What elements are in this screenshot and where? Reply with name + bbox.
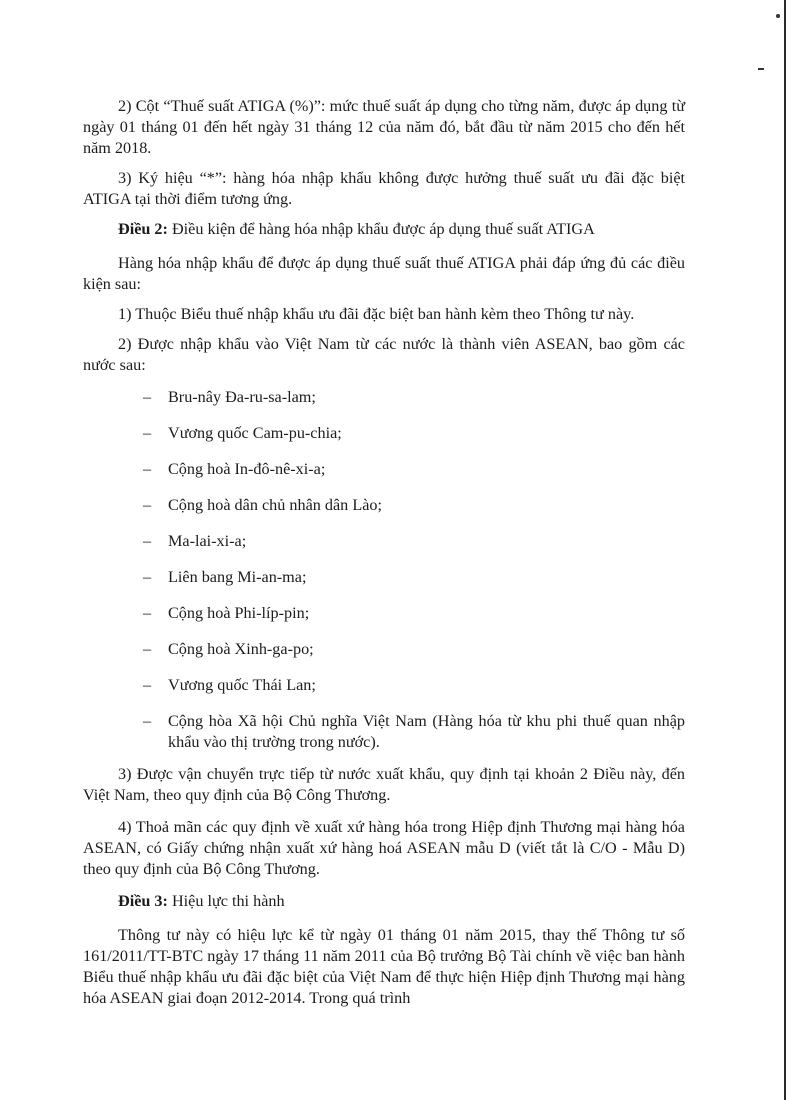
dash-bullet: – xyxy=(143,424,152,442)
article-2-label: Điều 2: xyxy=(118,220,168,238)
list-item xyxy=(83,603,685,624)
paragraph-symbol-note: 3) Ký hiệu “*”: hàng hóa nhập khẩu không được hưởng thuế suất ưu đãi đặc biệt ATIGA tại thời điểm tương ứng. xyxy=(83,169,685,208)
document-body xyxy=(83,96,685,1018)
article-3-heading xyxy=(83,891,685,912)
dash-bullet: – xyxy=(143,568,152,586)
country-name: Cộng hoà Phi-líp-pin; xyxy=(168,604,310,622)
dash-bullet: – xyxy=(143,460,152,478)
country-name: Bru-nây Đa-ru-sa-lam; xyxy=(168,388,316,406)
list-item xyxy=(83,639,685,660)
scan-edge-line xyxy=(784,0,786,1100)
list-item xyxy=(83,495,685,516)
paragraph-column-atiga: 2) Cột “Thuế suất ATIGA (%)”: mức thuế suất áp dụng cho từng năm, được áp dụng từ ngày 01 tháng 01 đến hết ngày 31 tháng 12 của năm đó, bắt đầu từ năm 2015 cho đến hết năm 2018. xyxy=(83,97,685,157)
dash-bullet: – xyxy=(143,640,152,658)
article-2-title: Điều kiện để hàng hóa nhập khẩu được áp dụng thuế suất ATIGA xyxy=(167,220,595,238)
article-2-heading xyxy=(83,219,685,240)
list-item xyxy=(83,423,685,444)
dash-bullet: – xyxy=(143,712,152,730)
country-name: Cộng hoà Xinh-ga-po; xyxy=(168,640,314,658)
list-item xyxy=(83,531,685,552)
country-name: Ma-lai-xi-a; xyxy=(168,532,247,550)
article-2-intro: Hàng hóa nhập khẩu để được áp dụng thuế suất thuế ATIGA phải đáp ứng đủ các điều kiện sau: xyxy=(83,254,685,293)
dash-bullet: – xyxy=(143,604,152,622)
dash-bullet: – xyxy=(143,676,152,694)
country-name: Vương quốc Cam-pu-chia; xyxy=(168,424,342,442)
list-item xyxy=(83,459,685,480)
article-3-title: Hiệu lực thi hành xyxy=(167,892,285,910)
article-3-label: Điều 3: xyxy=(118,892,168,910)
scan-mark xyxy=(776,14,780,18)
article-2-condition-1: 1) Thuộc Biểu thuế nhập khẩu ưu đãi đặc biệt ban hành kèm theo Thông tư này. xyxy=(118,305,635,323)
list-item xyxy=(83,567,685,588)
dash-bullet: – xyxy=(143,388,152,406)
dash-bullet: – xyxy=(143,496,152,514)
country-name: Cộng hòa Xã hội Chủ nghĩa Việt Nam (Hàng hóa từ khu phi thuế quan nhập khẩu vào thị trường trong nước). xyxy=(168,712,685,751)
article-2-condition-2: 2) Được nhập khẩu vào Việt Nam từ các nước là thành viên ASEAN, bao gồm các nước sau: xyxy=(83,335,685,374)
dash-bullet: – xyxy=(143,532,152,550)
article-2-condition-4: 4) Thoả mãn các quy định về xuất xứ hàng hóa trong Hiệp định Thương mại hàng hóa ASEAN, có Giấy chứng nhận xuất xứ hàng hoá ASEAN mẫu D (viết tắt là C/O - Mẫu D) theo quy định của Bộ Công Thương. xyxy=(83,818,685,878)
article-2-condition-3: 3) Được vận chuyển trực tiếp từ nước xuất khẩu, quy định tại khoản 2 Điều này, đến Việt Nam, theo quy định của Bộ Công Thương. xyxy=(83,765,685,804)
country-list xyxy=(83,387,685,753)
country-name: Vương quốc Thái Lan; xyxy=(168,676,316,694)
list-item xyxy=(83,711,685,753)
country-name: Liên bang Mi-an-ma; xyxy=(168,568,307,586)
article-3-body: Thông tư này có hiệu lực kể từ ngày 01 tháng 01 năm 2015, thay thế Thông tư số 161/2011/TT-BTC ngày 17 tháng 11 năm 2011 của Bộ trưởng Bộ Tài chính về việc ban hành Biểu thuế nhập khẩu ưu đãi đặc biệt của Việt Nam để thực hiện Hiệp định Thương mại hàng hóa ASEAN giai đoạn 2012-2014. Trong quá trình xyxy=(83,926,685,1007)
country-name: Cộng hoà In-đô-nê-xi-a; xyxy=(168,460,326,478)
country-name: Cộng hoà dân chủ nhân dân Lào; xyxy=(168,496,382,514)
list-item xyxy=(83,387,685,408)
scan-mark xyxy=(758,68,764,70)
list-item xyxy=(83,675,685,696)
